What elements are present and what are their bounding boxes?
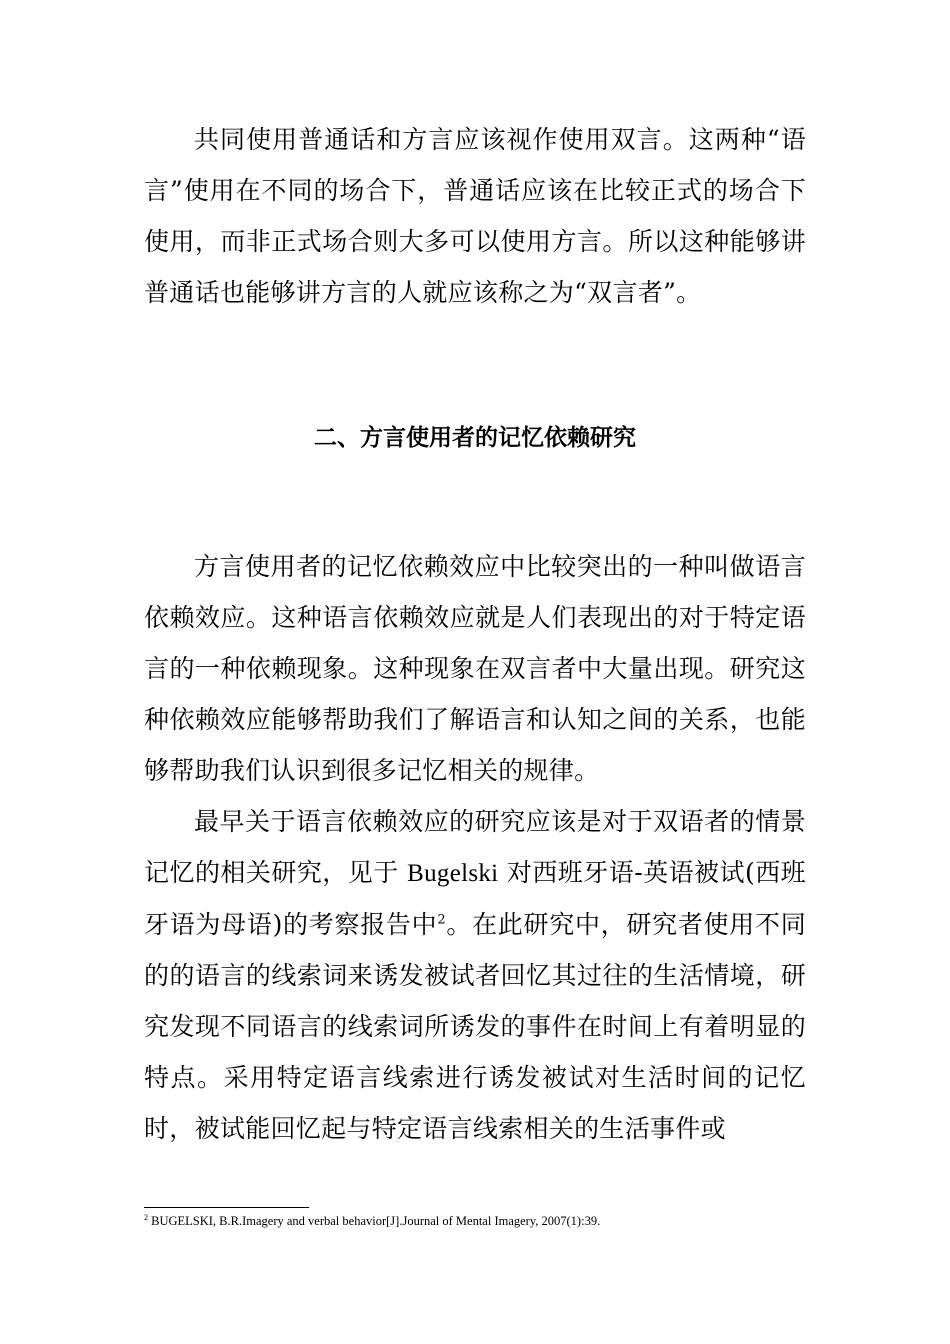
footnote-number: 2 [144,1212,148,1222]
author-name: Bugelski [407,860,499,887]
footnote [144,1213,824,1229]
paragraph-3-text-part-1: 最早关于语言依赖效应的研究应该是对于双语者的情景记忆的相关研究，见于 [144,807,806,887]
paragraph-3-text-part-3: 。在此研究中，研究者使用不同的的语言的线索词来诱发被试者回忆其过往的生活情境，研究发现不同语言的线索词所诱发的事件在时间上有着明显的特点。采用特定语言线索进行诱发被试对生活时间的记忆时，被试能回忆起与特定语言线索相关的生活事件或 [144,910,807,1143]
section-heading: 二、方言使用者的记忆依赖研究 [314,425,636,451]
body-paragraph-1: 共同使用普通话和方言应该视作使用双言。这两种“语言”使用在不同的场合下，普通话应该在比较正式的场合下使用，而非正式场合则大多可以使用方言。所以这种能够讲普通话也能够讲方言的人就应该称之为“双言者”。 [144,125,806,307]
body-paragraph-3 [144,796,806,1154]
body-paragraph-2: 方言使用者的记忆依赖效应中比较突出的一种叫做语言依赖效应。这种语言依赖效应就是人们表现出的对于特定语言的一种依赖现象。这种现象在双言者中大量出现。研究这种依赖效应能够帮助我们了解语言和认知之间的关系，也能够帮助我们认识到很多记忆相关的规律。 [144,552,806,785]
footnote-reference[interactable]: 2 [437,912,446,928]
paragraph-3-text-part-2: 对西班牙语-英语被试(西班牙语为母语)的考察报告中 [144,858,806,939]
footnote-separator [144,1207,309,1208]
footnote-text: BUGELSKI, B.R.Imagery and verbal behavior[J].Journal of Mental Imagery, 2007(1):39. [151,1214,601,1228]
